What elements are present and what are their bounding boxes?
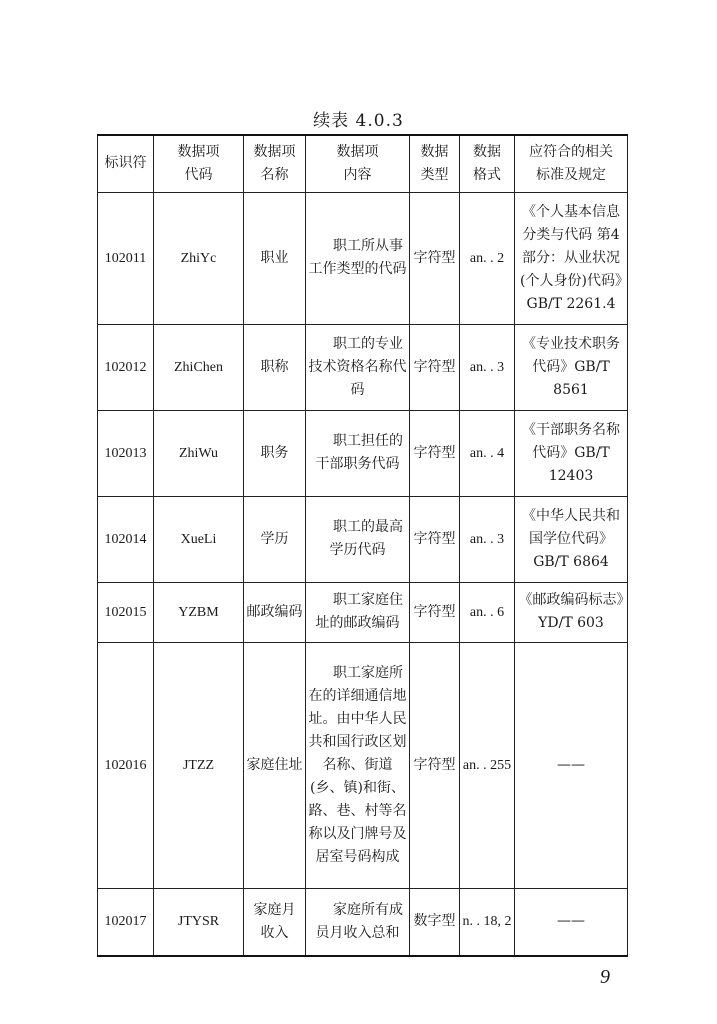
table-row bbox=[98, 324, 628, 410]
row-content: 职工担任的干部职务代码 bbox=[306, 410, 410, 496]
table-row bbox=[98, 642, 628, 888]
row-code: JTZZ bbox=[154, 642, 244, 888]
row-content: 职工所从事工作类型的代码 bbox=[306, 192, 410, 324]
row-format: an. . 255 bbox=[460, 642, 515, 888]
table-row bbox=[98, 410, 628, 496]
row-identifier: 102017 bbox=[98, 888, 154, 956]
header-item-code: 数据项 代码 bbox=[154, 135, 244, 192]
table-header-row bbox=[98, 135, 628, 192]
row-name: 邮政编码 bbox=[244, 582, 306, 642]
row-standard: 《专业技术职务代码》GB/T 8561 bbox=[515, 324, 628, 410]
header-standard: 应符合的相关 标准及规定 bbox=[515, 135, 628, 192]
row-standard: 《邮政编码标志》YD/T 603 bbox=[515, 582, 628, 642]
table-row bbox=[98, 582, 628, 642]
row-name: 家庭月收入 bbox=[244, 888, 306, 956]
row-content: 职工家庭所在的详细通信地址。由中华人民共和国行政区划名称、街道(乡、镇)和街、路、巷、村等名称以及门牌号及居室号码构成 bbox=[306, 642, 410, 888]
row-format: an. . 3 bbox=[460, 324, 515, 410]
header-item-content: 数据项 内容 bbox=[306, 135, 410, 192]
row-type: 字符型 bbox=[410, 192, 460, 324]
page-number: 9 bbox=[600, 966, 610, 988]
row-identifier: 102014 bbox=[98, 496, 154, 582]
row-code: ZhiChen bbox=[154, 324, 244, 410]
row-content: 职工家庭住址的邮政编码 bbox=[306, 582, 410, 642]
row-type: 字符型 bbox=[410, 496, 460, 582]
header-item-name: 数据项 名称 bbox=[244, 135, 306, 192]
row-format: an. . 4 bbox=[460, 410, 515, 496]
table-row bbox=[98, 888, 628, 956]
row-identifier: 102016 bbox=[98, 642, 154, 888]
row-type: 字符型 bbox=[410, 642, 460, 888]
table-caption: 续表 4.0.3 bbox=[313, 111, 404, 131]
row-type: 字符型 bbox=[410, 324, 460, 410]
row-name: 家庭住址 bbox=[244, 642, 306, 888]
row-type: 字符型 bbox=[410, 582, 460, 642]
table-row bbox=[98, 192, 628, 324]
header-identifier: 标识符 bbox=[98, 135, 154, 192]
row-name: 职称 bbox=[244, 324, 306, 410]
row-code: YZBM bbox=[154, 582, 244, 642]
row-content: 职工的专业技术资格名称代码 bbox=[306, 324, 410, 410]
header-data-format: 数据 格式 bbox=[460, 135, 515, 192]
row-code: JTYSR bbox=[154, 888, 244, 956]
header-data-type: 数据 类型 bbox=[410, 135, 460, 192]
row-format: an. . 3 bbox=[460, 496, 515, 582]
row-format: n. . 18, 2 bbox=[460, 888, 515, 956]
row-name: 职业 bbox=[244, 192, 306, 324]
row-identifier: 102011 bbox=[98, 192, 154, 324]
row-code: ZhiYc bbox=[154, 192, 244, 324]
row-name: 职务 bbox=[244, 410, 306, 496]
row-type: 数字型 bbox=[410, 888, 460, 956]
row-code: ZhiWu bbox=[154, 410, 244, 496]
row-name: 学历 bbox=[244, 496, 306, 582]
row-standard: —— bbox=[515, 642, 628, 888]
row-identifier: 102015 bbox=[98, 582, 154, 642]
row-type: 字符型 bbox=[410, 410, 460, 496]
row-standard: 《干部职务名称代码》GB/T 12403 bbox=[515, 410, 628, 496]
table-row bbox=[98, 496, 628, 582]
row-identifier: 102013 bbox=[98, 410, 154, 496]
row-format: an. . 2 bbox=[460, 192, 515, 324]
row-standard: 《中华人民共和国学位代码》GB/T 6864 bbox=[515, 496, 628, 582]
row-identifier: 102012 bbox=[98, 324, 154, 410]
row-format: an. . 6 bbox=[460, 582, 515, 642]
row-content: 家庭所有成员月收入总和 bbox=[306, 888, 410, 956]
row-code: XueLi bbox=[154, 496, 244, 582]
row-standard: —— bbox=[515, 888, 628, 956]
data-item-table bbox=[97, 134, 628, 957]
row-content: 职工的最高学历代码 bbox=[306, 496, 410, 582]
row-standard: 《个人基本信息分类与代码 第4部分：从业状况(个人身份)代码》GB/T 2261.4 bbox=[515, 192, 628, 324]
